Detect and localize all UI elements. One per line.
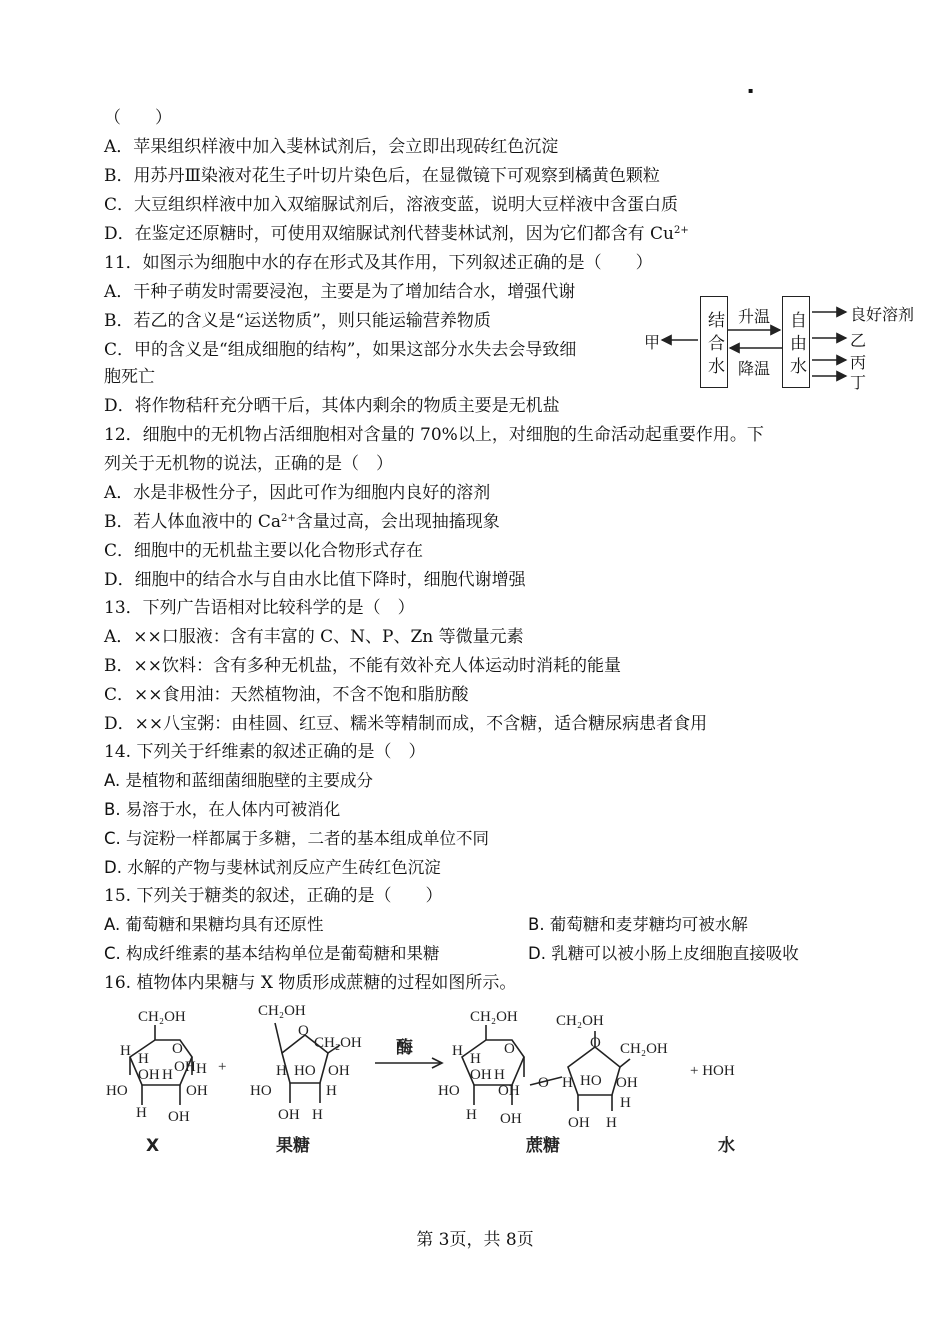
q15-stem: 15. 下列关于糖类的叙述，正确的是（ ） [104, 886, 443, 906]
x-caption: X [146, 1136, 160, 1156]
x-h1: H [120, 1043, 131, 1059]
suc-h6: H [620, 1095, 631, 1111]
suc-oh4: OH [616, 1075, 638, 1091]
page-footer: 第 3页，共 8页 [416, 1230, 534, 1250]
q13-option-d: D．××八宝粥：由桂圆、红豆、糯米等精制而成，不含糖，适合糖尿病患者食用 [104, 714, 708, 734]
enzyme-label: 酶 [396, 1038, 413, 1058]
suc-ch2oh3: CH₂OH [620, 1041, 668, 1057]
sucrose-caption: 蔗糖 [526, 1136, 560, 1156]
q12-stem-line1: 12．细胞中的无机物占活细胞相对含量的 70%以上，对细胞的生命活动起重要作用。下 [104, 425, 764, 445]
q15-option-d: D. 乳糖可以被小肠上皮细胞直接吸收 [528, 944, 799, 963]
q15-option-a: A. 葡萄糖和果糖均具有还原性 [104, 915, 324, 934]
sugar-structures [100, 995, 820, 1170]
q14-option-c: C. 与淀粉一样都属于多糖，二者的基本组成单位不同 [104, 829, 490, 848]
plus-sign: + [218, 1059, 227, 1075]
x-ho: HO [106, 1083, 128, 1099]
q12-option-d: D．细胞中的结合水与自由水比值下降时，细胞代谢增强 [104, 570, 526, 590]
q15-option-b: B. 葡萄糖和麦芽糖均可被水解 [528, 915, 748, 934]
suc-ring-o1: O [504, 1041, 515, 1057]
q13-option-a: A．××口服液：含有丰富的 C、N、P、Zn 等微量元素 [104, 627, 524, 647]
q12-option-a: A．水是非极性分子，因此可作为细胞内良好的溶剂 [104, 483, 491, 503]
heat-up-label: 升温 [738, 307, 771, 326]
q11-option-a: A．干种子萌发时需要浸泡，主要是为了增加结合水，增强代谢 [104, 282, 576, 302]
fru-ch2oh1: CH₂OH [258, 1003, 306, 1019]
suc-h3: H [494, 1067, 505, 1083]
q14-option-d: D. 水解的产物与斐林试剂反应产生砖红色沉淀 [104, 858, 441, 877]
sucrose-formation-figure [100, 995, 820, 1170]
jia-label: 甲 [644, 333, 661, 352]
q16-stem: 16. 植物体内果糖与 X 物质形成蔗糖的过程如图所示。 [104, 973, 517, 993]
q13-stem: 13．下列广告语相对比较科学的是（ ） [104, 598, 415, 618]
q10-option-c: C．大豆组织样液中加入双缩脲试剂后，溶液变蓝，说明大豆样液中含蛋白质 [104, 195, 679, 215]
suc-h4: H [466, 1107, 477, 1123]
suc-oh2: OH [498, 1083, 520, 1099]
good-solvent-label: 良好溶剂 [850, 305, 915, 324]
x-h5: H [136, 1105, 147, 1121]
suc-h7: H [606, 1115, 617, 1131]
fru-h2: H [326, 1083, 337, 1099]
q11-stem: 11．如图示为细胞中水的存在形式及其作用，下列叙述正确的是（ ） [104, 253, 653, 273]
suc-ch2oh2: CH₂OH [556, 1013, 604, 1029]
fru-oh1: OH [328, 1063, 350, 1079]
q11-option-c-cont: 胞死亡 [104, 367, 155, 387]
suc-link-o: O [538, 1075, 549, 1091]
q12-option-b [104, 512, 500, 532]
x-h2: H [138, 1051, 149, 1067]
suc-oh3: OH [500, 1111, 522, 1127]
fru-h1: H [276, 1063, 287, 1079]
fru-ch2oh2: CH₂OH [314, 1035, 362, 1051]
suc-ch2oh1: CH₂OH [470, 1009, 518, 1025]
water-caption: 水 [718, 1136, 735, 1156]
q13-option-b: B．××饮料：含有多种无机盐，不能有效补充人体运动时消耗的能量 [104, 656, 621, 676]
free-water-box: 自由水 [782, 296, 810, 388]
water-form-diagram [640, 292, 930, 402]
yi-label: 乙 [850, 331, 867, 350]
q12-option-b-rest: 含量过高，会出现抽搐现象 [295, 512, 500, 532]
q12-stem-line2: 列关于无机物的说法，正确的是（ ） [104, 454, 393, 474]
bound-water-box: 结合水 [700, 296, 728, 388]
speck: ▪ [748, 86, 754, 95]
q10-option-b: B．用苏丹Ⅲ染液对花生子叶切片染色后，在显微镜下可观察到橘黄色颗粒 [104, 166, 660, 186]
suc-ring-o2: O [590, 1035, 601, 1051]
q12-option-c: C．细胞中的无机盐主要以化合物形式存在 [104, 541, 424, 561]
fru-h3: H [312, 1107, 323, 1123]
suc-oh5: OH [568, 1115, 590, 1131]
q14-stem: 14. 下列关于纤维素的叙述正确的是（ ） [104, 742, 426, 762]
q10-option-a: A．苹果组织样液中加入斐林试剂后，会立即出现砖红色沉淀 [104, 137, 559, 157]
x-h4: H [196, 1061, 207, 1077]
x-oh4: OH [168, 1109, 190, 1125]
suc-ho: HO [438, 1083, 460, 1099]
q11-option-b: B．若乙的含义是“运送物质”，则只能运输营养物质 [104, 311, 491, 331]
q14-option-b: B. 易溶于水，在人体内可被消化 [104, 800, 341, 819]
q15-option-c: C. 构成纤维素的基本结构单位是葡萄糖和果糖 [104, 944, 440, 963]
x-ch2oh: CH₂OH [138, 1009, 186, 1025]
suc-h2: H [470, 1051, 481, 1067]
q12-option-b-text: B．若人体血液中的 Ca [104, 512, 282, 532]
q11-option-d: D．将作物秸秆充分晒干后，其体内剩余的物质主要是无机盐 [104, 396, 560, 416]
q10-cu-superscript: 2+ [674, 225, 689, 236]
suc-h5: H [562, 1075, 573, 1091]
plus-hoh: + HOH [690, 1063, 735, 1079]
fructose-caption: 果糖 [276, 1136, 310, 1156]
x-h3: H [162, 1067, 173, 1083]
fru-ring-o: O [298, 1023, 309, 1039]
q10-option-d [104, 224, 689, 244]
suc-oh1: OH [470, 1067, 492, 1083]
q10-option-d-text: D．在鉴定还原糖时，可使用双缩脲试剂代替斐林试剂，因为它们都含有 Cu [104, 224, 674, 244]
x-oh1: OH [138, 1067, 160, 1083]
x-oh3: OH [186, 1083, 208, 1099]
suc-h1: H [452, 1043, 463, 1059]
x-oh2: OH [174, 1059, 196, 1075]
q12-ca-superscript: 2+ [281, 513, 296, 524]
q11-option-c: C．甲的含义是“组成细胞的结构”，如果这部分水失去会导致细 [104, 340, 577, 360]
q10-paren: （ ） [104, 108, 172, 128]
bing-label: 丙 [850, 353, 867, 372]
x-ring-o: O [172, 1041, 183, 1057]
cool-down-label: 降温 [738, 359, 771, 378]
q13-option-c: C．××食用油：天然植物油，不含不饱和脂肪酸 [104, 685, 469, 705]
fru-ho2: HO [250, 1083, 272, 1099]
fru-oh2: OH [278, 1107, 300, 1123]
ding-label: 丁 [850, 373, 867, 392]
suc-ho2: HO [580, 1073, 602, 1089]
fru-ho1: HO [294, 1063, 316, 1079]
q14-option-a: A. 是植物和蓝细菌细胞壁的主要成分 [104, 771, 373, 790]
